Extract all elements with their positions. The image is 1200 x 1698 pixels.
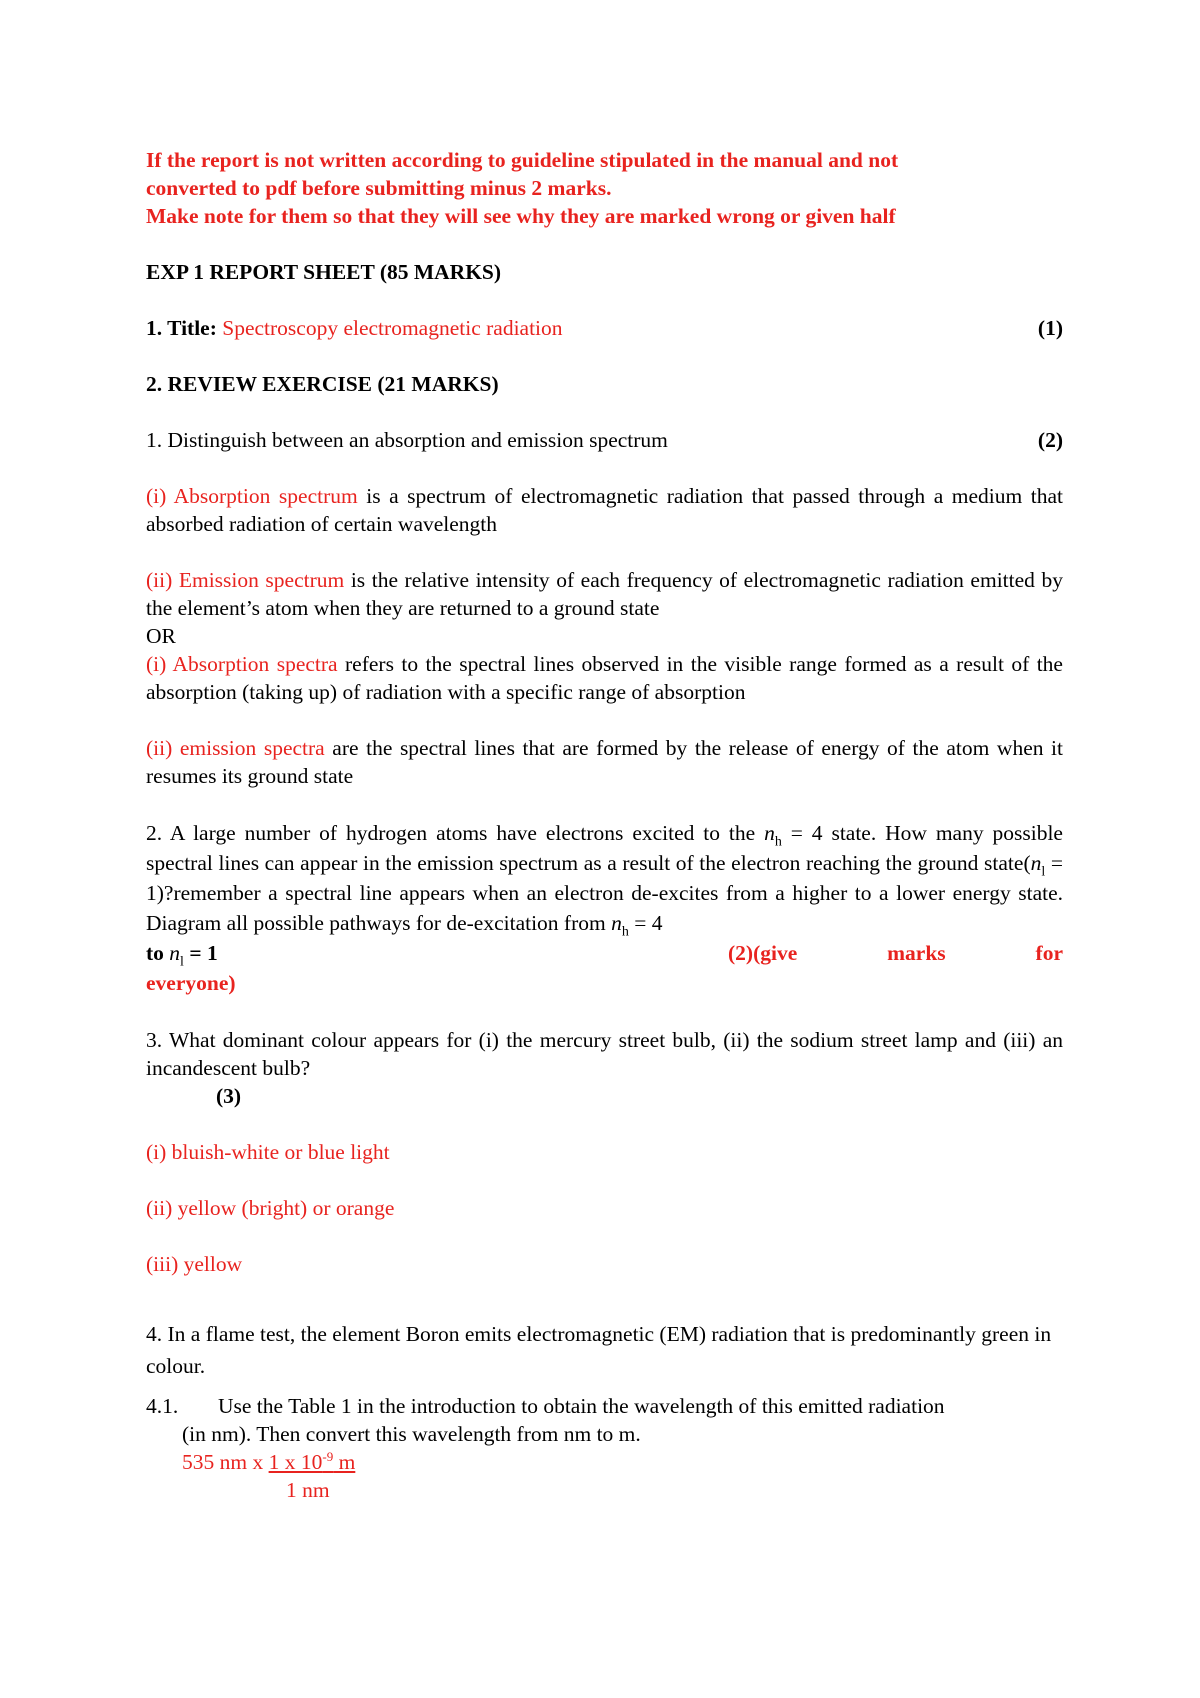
grading-notice: [146, 146, 1063, 230]
q3-marks: (3): [216, 1084, 242, 1108]
q2-marks-d: everyone): [146, 971, 236, 995]
q2-to-line: [146, 938, 218, 968]
q1-or: OR: [146, 624, 176, 648]
q1-marks: (2): [1037, 428, 1063, 452]
q2-marks-a: (2)(give: [728, 941, 798, 965]
q3-answer-1: (i) bluish-white or blue light: [146, 1140, 390, 1164]
q1-answer-b1: [146, 650, 1063, 706]
q2-sub-h-2: h: [621, 924, 629, 940]
q2-part1: 2. A large number of hydrogen atoms have electrons excited to the: [146, 821, 765, 845]
q2-part3: ?remember a spectral line appears when an electron de-excites from a higher to a lower energy state. Diagram all possible pathways for de-excitation from: [146, 881, 1063, 935]
q4-1-number: 4.1.: [146, 1394, 179, 1418]
q2-nh-eq: = 4: [781, 821, 823, 845]
q2-marks-c: for: [1035, 941, 1063, 965]
review-heading: 2. REVIEW EXERCISE (21 MARKS): [146, 372, 499, 396]
q1-b2-label: (ii) emission spectra: [146, 736, 325, 760]
q2-part2: state. How many possible spectral lines can appear in the emission spectrum as a result of the electron reaching the ground state(: [146, 821, 1063, 875]
calc-exp: -9: [322, 1448, 334, 1464]
q2-sub-l: l: [1041, 864, 1046, 880]
q2-n-symbol-3: n: [611, 911, 622, 935]
q1-answer-a1: [146, 482, 1063, 538]
q1-b2-text: are the spectral lines that are formed by the release of energy of the atom when it resumes its ground state: [146, 736, 1063, 788]
q4-1-text-2: (in nm). Then convert this wavelength from nm to m.: [182, 1422, 641, 1446]
title-label: 1. Title:: [146, 316, 223, 340]
notice-line-2: converted to pdf before submitting minus 2 marks.: [146, 176, 612, 200]
q2-n-symbol-4: n: [169, 941, 181, 965]
q1-answer-a2: [146, 566, 1063, 622]
calc-unit: m: [333, 1450, 356, 1474]
q2-sub-l-2: l: [180, 954, 184, 970]
document-page: [146, 146, 1063, 1504]
q2-nh-eq-2: = 4: [628, 911, 663, 935]
notice-line-3: Make note for them so that they will see why they are marked wrong or given half: [146, 204, 896, 228]
q2-to: to: [146, 941, 170, 965]
q2-marks-group: [728, 938, 1063, 968]
sheet-title: EXP 1 REPORT SHEET (85 MARKS): [146, 260, 502, 284]
q2-question: [146, 818, 1063, 938]
calc-fraction-num: [269, 1450, 356, 1474]
q4-1-item: [146, 1392, 1063, 1504]
q1-a1-label: (i) Absorption spectrum: [146, 484, 358, 508]
q1-a2-text: is the relative intensity of each frequency of electromagnetic radiation emitted by the element’s atom when they are returned to a ground state: [146, 568, 1063, 620]
q4-1-text-1: Use the Table 1 in the introduction to obtain the wavelength of this emitted radiation: [218, 1394, 945, 1418]
q3-answer-2: (ii) yellow (bright) or orange: [146, 1196, 395, 1220]
q2-n-symbol-2: n: [1030, 851, 1042, 875]
calc-prefix: 535 nm x: [182, 1450, 269, 1474]
title-item: [146, 314, 1063, 342]
q1-a2-label: (ii) Emission spectrum: [146, 568, 345, 592]
q3-question: 3. What dominant colour appears for (i) the mercury street bulb, (ii) the sodium street lamp and (iii) an incandescent bulb?: [146, 1028, 1063, 1080]
title-value: Spectroscopy electromagnetic radiation: [222, 316, 563, 340]
q2-nl-eq-2: = 1: [183, 941, 218, 965]
q3-answer-3: (iii) yellow: [146, 1252, 243, 1276]
q2-sub-h: h: [774, 834, 782, 850]
q1-answer-b2: [146, 734, 1063, 790]
q4-question: 4. In a flame test, the element Boron emits electromagnetic (EM) radiation that is predominantly green in colour.: [146, 1322, 1052, 1378]
q1-b1-label: (i) Absorption spectra: [146, 652, 338, 676]
q1-a1-text: is a spectrum of electromagnetic radiation that passed through a medium that absorbed radiation of certain wavelength: [146, 484, 1063, 536]
q1-text: 1. Distinguish between an absorption and emission spectrum: [146, 428, 668, 452]
notice-line-1: If the report is not written according to guideline stipulated in the manual and not: [146, 148, 899, 172]
q4-1-calc-denominator: 1 nm: [286, 1478, 330, 1502]
title-marks: (1): [1037, 316, 1063, 340]
q1-question: [146, 426, 1063, 454]
q2-marks-b: marks: [887, 941, 946, 965]
q4-1-calc-numerator: [146, 1448, 1063, 1476]
q1-b1-text: refers to the spectral lines observed in the visible range formed as a result of the absorption (taking up) of radiation with a specific range of absorption: [146, 652, 1063, 704]
calc-num: 1 x 10: [268, 1450, 323, 1474]
q2-marks-line: [146, 938, 1063, 968]
q4-1-line-1: [146, 1392, 1063, 1420]
q2-nl-eq: = 1): [146, 851, 1063, 905]
q2-n-symbol: n: [764, 821, 775, 845]
